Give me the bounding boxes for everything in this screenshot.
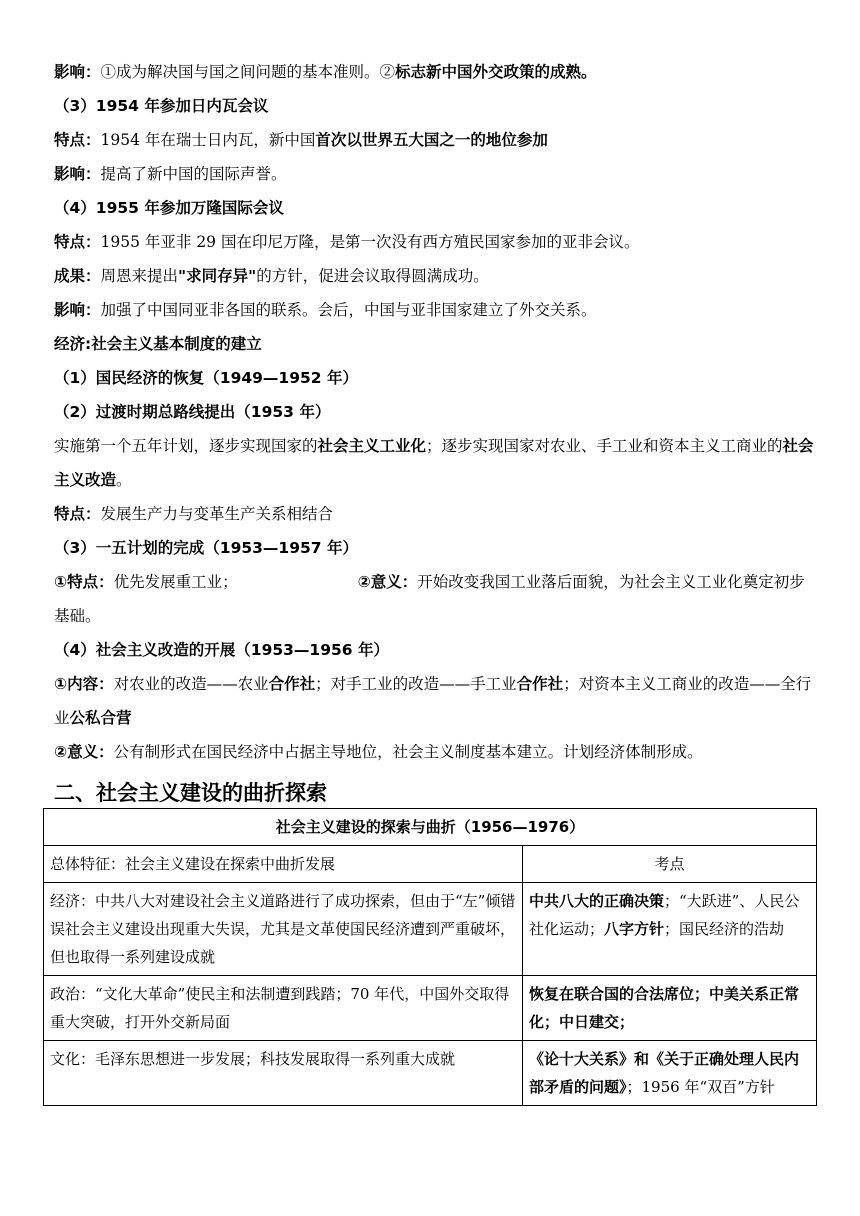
table-title: 社会主义建设的探索与曲折（1956—1976） [44, 809, 817, 846]
text-line: 成果：周恩来提出"求同存异"的方针，促进会议取得圆满成功。 [54, 267, 489, 285]
row-economy: 经济：中共八大对建设社会主义道路进行了成功探索，但由于“左”倾错误社会主义建设出现重大失误，尤其是文革使国民经济遭到严重破坏，但也取得一系列建设成就 [44, 883, 523, 976]
row-economy-points: 中共八大的正确决策；“大跃进”、人民公社化运动；八字方针；国民经济的浩劫 [523, 883, 817, 976]
label: 影响： [54, 63, 101, 81]
table-row [44, 976, 817, 1041]
subheading: （3）一五计划的完成（1953—1957 年） [54, 539, 358, 557]
table-row [44, 883, 817, 976]
paragraph: ①特点：优先发展重工业； ②意义：开始改变我国工业落后面貌，为社会主义工业化奠定初步基础。 [54, 573, 805, 625]
row-politics: 政治：“文化大革命”使民主和法制遭到践踏；70 年代，中国外交取得重大突破，打开外交新局面 [44, 976, 523, 1041]
header-right: 考点 [523, 846, 817, 883]
section-title: 二、社会主义建设的曲折探索 [54, 781, 327, 805]
row-culture: 文化：毛泽东思想进一步发展；科技发展取得一系列重大成就 [44, 1041, 523, 1106]
subheading: （2）过渡时期总路线提出（1953 年） [54, 403, 331, 421]
text-line: 特点：发展生产力与变革生产关系相结合 [54, 505, 334, 523]
subheading: （1）国民经济的恢复（1949—1952 年） [54, 369, 358, 387]
subheading: （4）1955 年参加万隆国际会议 [54, 199, 284, 217]
table-row [44, 1041, 817, 1106]
paragraph: 实施第一个五年计划，逐步实现国家的社会主义工业化；逐步实现国家对农业、手工业和资本主义工商业的社会主义改造。 [54, 437, 814, 489]
text-line: 影响：加强了中国同亚非各国的联系。会后，中国与亚非国家建立了外交关系。 [54, 301, 597, 319]
paragraph: ①内容：对农业的改造——农业合作社；对手工业的改造——手工业合作社；对资本主义工商业的改造——全行业公私合营 [54, 675, 812, 727]
subheading: （4）社会主义改造的开展（1953—1956 年） [54, 641, 389, 659]
text-line: 影响：提高了新中国的国际声誉。 [54, 165, 287, 183]
row-politics-points: 恢复在联合国的合法席位；中美关系正常化；中日建交； [523, 976, 817, 1041]
row-culture-points: 《论十大关系》和《关于正确处理人民内部矛盾的问题》；1956 年“双百”方针 [523, 1041, 817, 1106]
section-heading: 经济:社会主义基本制度的建立 [54, 335, 262, 353]
table-title-row [44, 809, 817, 846]
table-header-row [44, 846, 817, 883]
header-left: 总体特征：社会主义建设在探索中曲折发展 [44, 846, 523, 883]
text-line: ②意义：公有制形式在国民经济中占据主导地位，社会主义制度基本建立。计划经济体制形成。 [54, 743, 703, 761]
document-body [54, 55, 816, 813]
text-line: 影响：①成为解决国与国之间问题的基本准则。②标志新中国外交政策的成熟。 [54, 63, 597, 81]
text-line: 特点：1954 年在瑞士日内瓦，新中国首次以世界五大国之一的地位参加 [54, 131, 548, 149]
text-line: 特点：1955 年亚非 29 国在印尼万隆，是第一次没有西方殖民国家参加的亚非会议。 [54, 233, 640, 251]
summary-table [43, 808, 817, 1106]
subheading: （3）1954 年参加日内瓦会议 [54, 97, 269, 115]
